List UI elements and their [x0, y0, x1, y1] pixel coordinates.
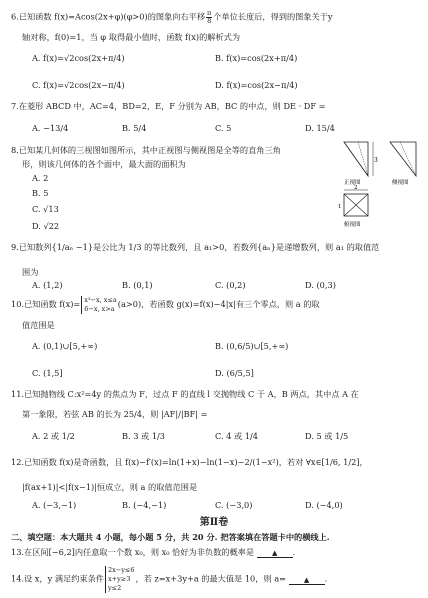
q14-stem-part1: 14.设 x，y 满足约束条件 — [11, 573, 104, 584]
q6-stem-line2: 轴对称，f(0)=1，当 φ 取得最小值时，函数 f(x)的解析式为 — [22, 32, 241, 42]
q8-three-view-figure — [338, 138, 424, 230]
q8-stem-line2: 形，则该几何体的各个面中，最大面的面积为 — [22, 159, 186, 169]
q7-option-b: B. 5/4 — [122, 123, 147, 133]
q12-option-d: D. (−4,0) — [305, 500, 343, 510]
q10-option-a: A. (0,1)∪[5,+∞) — [32, 341, 98, 351]
section-2-instructions: 二、填空题：本大题共 4 小题，每小题 5 分，共 20 分. 把答案填在答题卡中的横线上. — [11, 532, 330, 542]
q10-option-c: C. (1,5] — [32, 368, 63, 378]
q9-stem-line2: 围为 — [22, 267, 39, 277]
q14-answer-blank[interactable] — [289, 576, 325, 585]
q6-option-b: B. f(x)=cos(2x+π/4) — [215, 53, 298, 63]
q8-option-a: A. 2 — [32, 173, 49, 183]
q6-option-d: D. f(x)=cos(2x−π/4) — [215, 80, 298, 90]
q14-constraint-1: 2x−y≤6 — [107, 566, 135, 574]
q10-stem-part1: 10.已知函数 f(x)= — [11, 299, 81, 309]
q10-piece-2: 6−x, x>a — [84, 305, 115, 313]
top-view-label: 俯视图 — [344, 222, 361, 228]
q9-stem: 9.已知数列{1/aₙ −1}是公比为 1/3 的等比数列，且 a₁>0，若数列{aₙ}是递增数列，则 a₁ 的取值范 — [11, 242, 380, 252]
q6-stem-part1: 6.已知函数 f(x)=Acos(2x+φ)(φ>0)的图象向右平移 — [11, 11, 206, 22]
q10-stem-line2: 值范围是 — [22, 320, 55, 330]
q6-shift-fraction — [206, 10, 212, 25]
q8-stem-line1: 8.已知某几何体的三视图如图所示，其中正视图与侧视图是全等的直角三角 — [11, 145, 281, 155]
front-view-label: 正视图 — [344, 180, 361, 186]
q10-option-b: B. (0,6/5)∪[5,+∞) — [215, 341, 289, 351]
q13-stem-line: 13.在区间[−6,2]内任意取一个数 x₀，则 x₀ 恰好为非负数的概率是 ▲ . — [11, 547, 296, 557]
q14-constraint-2: x+y≥3 — [107, 575, 131, 583]
q8-option-c: C. √13 — [32, 204, 59, 214]
q9-option-c: C. (0,2) — [215, 280, 246, 290]
dim-2-label: 2 — [354, 185, 358, 191]
top-view-rectangle — [344, 194, 368, 216]
q11-option-d: D. 5 或 1/5 — [305, 431, 349, 441]
q11-stem-line1: 11.已知抛物线 C:x²=4y 的焦点为 F，过点 F 的直线 l 交抛物线 C 于 A，B 两点，其中点 A 在 — [11, 389, 359, 399]
q12-option-a: A. (−3,−1) — [32, 500, 77, 510]
q11-option-a: A. 2 或 1/2 — [32, 431, 75, 441]
q13-blank-marker: ▲ — [271, 549, 278, 557]
q6-fraction-denominator: 8 — [207, 17, 212, 25]
q7-option-a: A. −13/4 — [32, 123, 69, 133]
q8-option-b: B. 5 — [32, 188, 49, 198]
dim-1-label: 1 — [338, 204, 342, 210]
q6-option-a: A. f(x)=√2cos(2x+π/4) — [32, 53, 125, 63]
q10-option-d: D. (6/5,5] — [215, 368, 254, 378]
q6-fraction-numerator: π — [207, 9, 212, 17]
q9-option-b: B. (0,1) — [122, 280, 153, 290]
q14-blank-marker: ▲ — [303, 575, 310, 584]
front-view-triangle — [344, 142, 368, 176]
q14-stem-line: 14.设 x，y 满足约束条件 2x−y≤6 x+y≥3 y≤2 ，若 z=x+3y+a 的最大值是 10，则 a= ▲ . — [11, 566, 328, 592]
q6-stem-part2: 个单位长度后，得到的图象关于y — [213, 11, 333, 22]
q12-stem-line1: 12.已知函数 f(x)是奇函数，且 f(x)−f′(x)=ln(1+x)−ln(1−x)−2/(1−x²)，若对 ∀x∈[1/6, 1/2]， — [11, 457, 368, 467]
q9-option-a: A. (1,2) — [32, 280, 63, 290]
q7-stem: 7.在菱形 ABCD 中，AC=4，BD=2，E，F 分别为 AB，BC 的中点，则 DE · DF = — [11, 101, 326, 111]
q12-option-c: C. (−3,0) — [215, 500, 253, 510]
side-view-triangle — [390, 142, 416, 176]
q12-stem-line2: |f(ax+1)|<|f(x−1)|恒成立，则 a 的取值范围是 — [22, 482, 198, 492]
q10-stem-line1 — [11, 296, 320, 314]
q10-piece-1: x³−x, x≤a — [84, 296, 117, 304]
q8-option-d: D. √22 — [32, 221, 60, 231]
q11-option-b: B. 3 或 1/3 — [122, 431, 166, 441]
q11-stem-line2: 第一象限，若弦 AB 的长为 25/4，则 |AF|/|BF| = — [22, 409, 208, 419]
q7-option-c: C. 5 — [215, 123, 232, 133]
q6-stem-line1 — [11, 10, 333, 25]
section-2-title: 第Ⅱ卷 — [199, 517, 229, 528]
q6-option-c: C. f(x)=√2cos(2x−π/4) — [32, 80, 125, 90]
side-view-label: 侧视图 — [392, 180, 409, 186]
q13-answer-blank[interactable] — [257, 549, 293, 558]
q11-option-c: C. 4 或 1/4 — [215, 431, 258, 441]
q9-option-d: D. (0,3) — [305, 280, 336, 290]
q12-option-b: B. (−4,−1) — [122, 500, 167, 510]
q7-option-d: D. 15/4 — [305, 123, 335, 133]
q10-stem-part2: (a>0)，若函数 g(x)=f(x)−4|x|有三个零点，则 a 的取 — [117, 299, 320, 309]
q10-piecewise-brace — [81, 296, 117, 314]
q14-constraint-brace — [105, 566, 135, 593]
q14-constraint-3: y≤2 — [107, 584, 122, 592]
q14-stem-part2: ，若 z=x+3y+a 的最大值是 10，则 a= — [135, 573, 286, 584]
dim-3-label: 3 — [374, 157, 378, 164]
q13-stem: 13.在区间[−6,2]内任意取一个数 x₀，则 x₀ 恰好为非负数的概率是 — [11, 547, 255, 557]
